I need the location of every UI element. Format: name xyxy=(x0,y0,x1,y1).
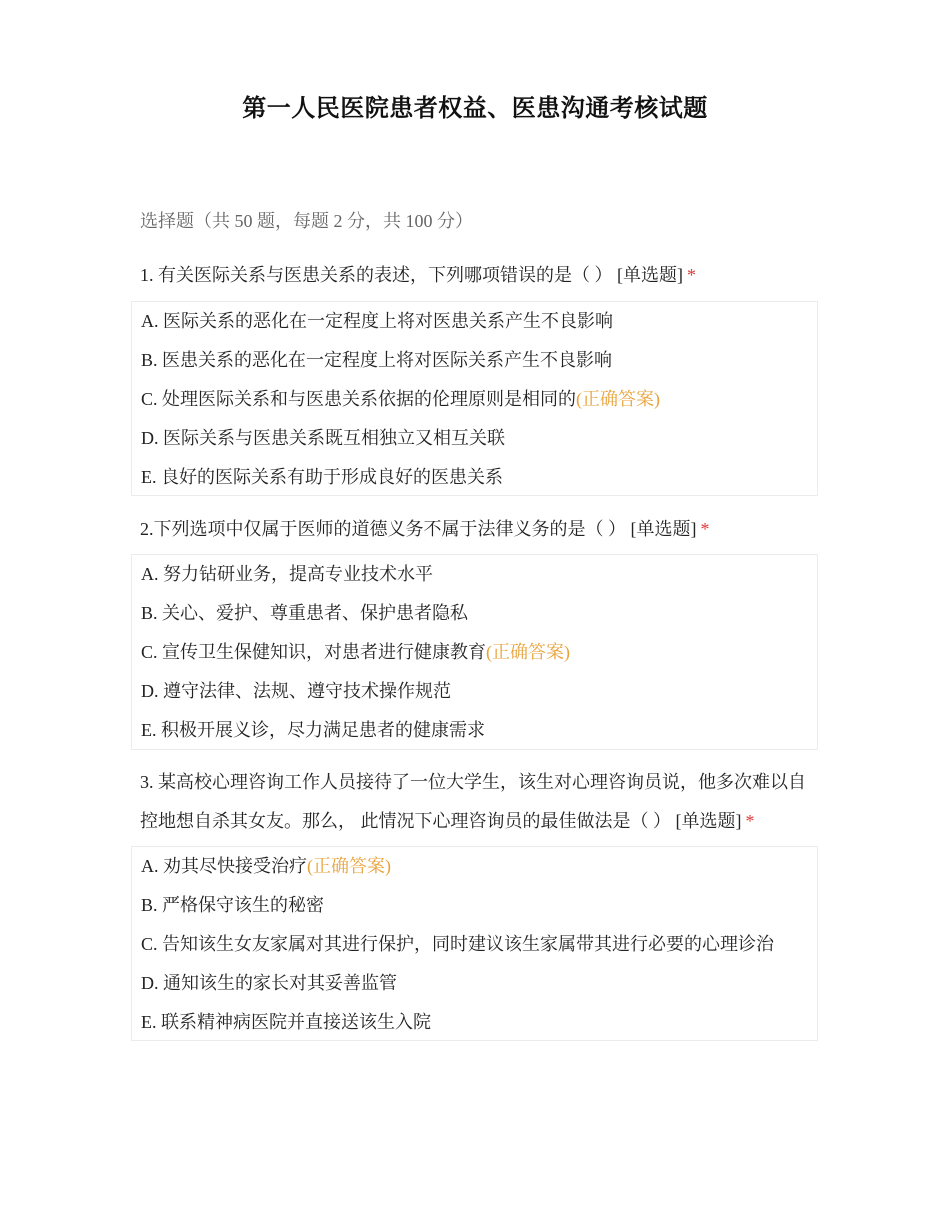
question-2-options xyxy=(131,554,818,750)
option-label: D. 遵守法律、法规、遵守技术操作规范 xyxy=(141,681,451,701)
option-1b[interactable] xyxy=(132,341,817,380)
option-label: D. 通知该生的家长对其妥善监管 xyxy=(141,973,397,993)
option-1a[interactable] xyxy=(132,302,817,341)
correct-answer-badge: (正确答案) xyxy=(307,856,391,876)
option-label: B. 医患关系的恶化在一定程度上将对医际关系产生不良影响 xyxy=(141,350,613,370)
option-1c[interactable] xyxy=(132,380,817,419)
question-1-options xyxy=(131,301,818,496)
option-2d[interactable] xyxy=(132,672,817,711)
option-label: B. 关心、爱护、尊重患者、保护患者隐私 xyxy=(141,603,469,623)
option-2b[interactable] xyxy=(132,594,817,633)
option-label: C. 告知该生女友家属对其进行保护，同时建议该生家属带其进行必要的心理诊治 xyxy=(141,934,775,954)
question-3-options xyxy=(131,846,818,1041)
required-mark: * xyxy=(687,265,696,285)
option-2e[interactable] xyxy=(132,711,817,750)
option-3d[interactable] xyxy=(132,964,817,1003)
section-note: 选择题（共 50 题，每题 2 分，共 100 分） xyxy=(140,211,473,231)
option-label: B. 严格保守该生的秘密 xyxy=(141,895,325,915)
option-label: E. 联系精神病医院并直接送该生入院 xyxy=(141,1012,431,1032)
option-1e[interactable] xyxy=(132,458,817,497)
option-3e[interactable] xyxy=(132,1003,817,1042)
option-label: C. 宣传卫生保健知识，对患者进行健康教育 xyxy=(141,642,487,662)
correct-answer-badge: (正确答案) xyxy=(486,642,571,662)
option-1d[interactable] xyxy=(132,419,817,458)
question-text: 1. 有关医际关系与医患关系的表述，下列哪项错误的是（ ） [单选题] xyxy=(140,265,683,285)
option-2c[interactable] xyxy=(132,633,817,672)
option-label: D. 医际关系与医患关系既互相独立又相互关联 xyxy=(141,428,505,448)
option-label: E. 积极开展义诊，尽力满足患者的健康需求 xyxy=(141,720,485,740)
question-1-stem xyxy=(140,256,820,295)
required-mark: * xyxy=(700,519,710,539)
question-text: 3. 某高校心理咨询工作人员接待了一位大学生，该生对心理咨询员说，他多次难以自控地想自杀其女友。那么， 此情况下心理咨询员的最佳做法是（ ） [单选题] xyxy=(140,772,806,831)
question-text: 2.下列选项中仅属于医师的道德义务不属于法律义务的是（ ） [单选题] xyxy=(140,519,697,539)
correct-answer-badge: (正确答案) xyxy=(576,389,661,409)
question-3-stem xyxy=(140,763,820,841)
option-2a[interactable] xyxy=(132,555,817,594)
option-label: A. 努力钻研业务，提高专业技术水平 xyxy=(141,564,433,584)
option-3c[interactable] xyxy=(132,925,817,964)
option-label: E. 良好的医际关系有助于形成良好的医患关系 xyxy=(141,467,503,487)
option-label: A. 劝其尽快接受治疗 xyxy=(141,856,307,876)
required-mark: * xyxy=(745,811,755,831)
option-3b[interactable] xyxy=(132,886,817,925)
option-label: C. 处理医际关系和与医患关系依据的伦理原则是相同的 xyxy=(141,389,577,409)
option-label: A. 医际关系的恶化在一定程度上将对医患关系产生不良影响 xyxy=(141,311,613,331)
page-title: 第一人民医院患者权益、医患沟通考核试题 xyxy=(242,94,708,122)
option-3a[interactable] xyxy=(132,847,817,886)
question-2-stem xyxy=(140,510,820,549)
